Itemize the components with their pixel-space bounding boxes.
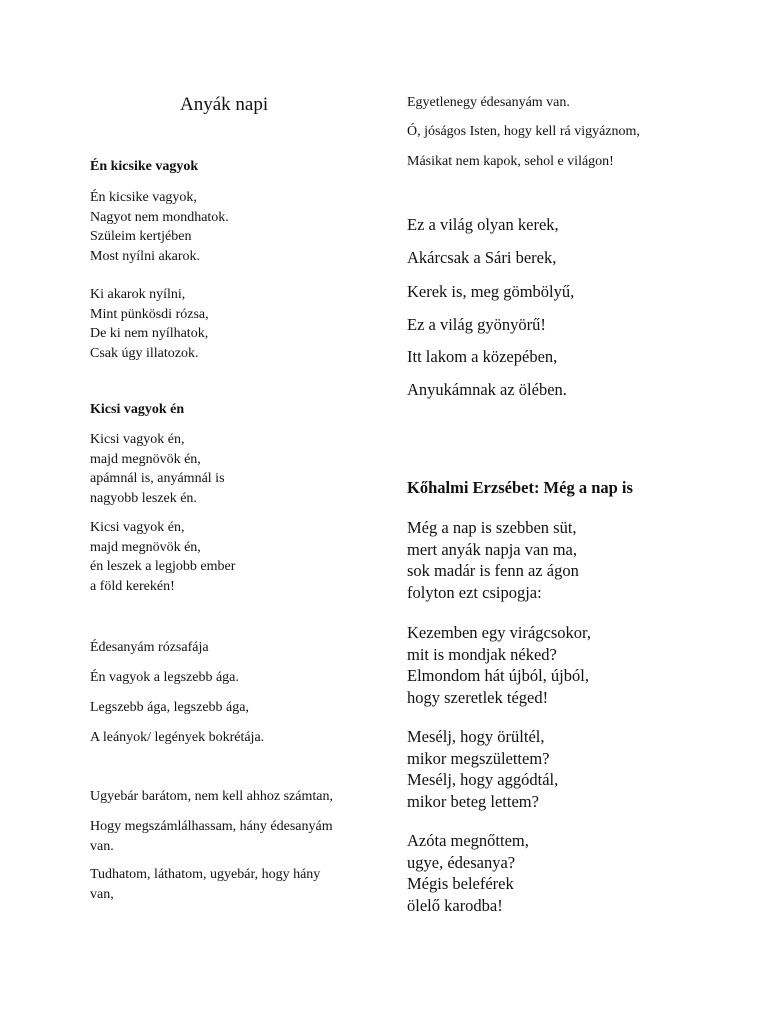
poem-line: Szüleim kertjében [90,229,192,244]
stanza [407,622,591,708]
poem-line: Elmondom hát újból, újból, [407,666,589,685]
poem-line: Akárcsak a Sári berek, [407,248,557,267]
stanza [90,285,209,363]
page-title: Anyák napi [180,94,269,115]
poem-line: mikor megszülettem? [407,748,550,768]
stanza [90,188,229,266]
poem-line: De ki nem nyílhatok, [90,326,209,341]
poem-line-part: van, [90,886,114,902]
poem-line: Mégis beleférek [407,874,514,893]
poem-line: apámnál is, anyámnál is [90,471,225,486]
poem-line: Mesélj, hogy aggódtál, [407,770,559,789]
poem-line: Másikat nem kapok, sehol e világon! [407,154,614,169]
poem-line: mert anyák napja van ma, [407,539,577,559]
poem-line: mit is mondjak néked? [407,644,557,664]
stanza [90,518,235,596]
poem-line: Édesanyám rózsafája [90,640,209,655]
poem-line-part: Tudhatom, láthatom, ugyebár, hogy hány [90,867,321,882]
poem-line: hogy szeretlek téged! [407,687,549,707]
poem-line: Csak úgy illatozok. [90,345,199,361]
poem-heading: Kőhalmi Erzsébet: Még a nap is [407,478,633,497]
poem-line [90,865,320,904]
poem-line: Ugyebár barátom, nem kell ahhoz számtan, [90,789,333,804]
poem-line: a föld kerekén! [90,578,175,594]
poem-heading: Kicsi vagyok én [90,402,185,417]
poem-line: Azóta megnőttem, [407,831,529,850]
poem-line: nagyobb leszek én. [90,490,197,506]
poem-line [90,817,333,856]
poem-line: Nagyot nem mondhatok. [90,209,229,225]
poem-line: Én kicsike vagyok, [90,190,197,205]
stanza [90,430,225,508]
poem-line: Kicsi vagyok én, [90,432,185,447]
poem-line: Ki akarok nyílni, [90,287,186,302]
poem-line: Ez a világ olyan kerek, [407,215,559,234]
poem-line: A leányok/ legények bokrétája. [90,730,265,745]
poem-line: ölelő karodba! [407,895,503,915]
stanza [407,830,529,916]
poem-line: majd megnövök én, [90,451,201,467]
poem-line-part: Hogy megszámlálhassam, hány édesanyám [90,819,333,834]
poem-line: Én vagyok a legszebb ága. [90,670,239,685]
poem-line: ugye, édesanya? [407,852,516,872]
poem-line: Most nyílni akarok. [90,248,201,264]
poem-line: folyton ezt csipogja: [407,582,542,602]
poem-line: én leszek a legjobb ember [90,559,236,574]
poem-line: Kicsi vagyok én, [90,520,185,535]
poem-line: Egyetlenegy édesanyám van. [407,95,570,110]
poem-line: Legszebb ága, legszebb ága, [90,700,249,715]
poem-heading: Én kicsike vagyok [90,159,199,174]
poem-line: Kerek is, meg gömbölyű, [407,282,575,301]
poem-line: Mesélj, hogy örültél, [407,727,545,746]
poem-line: Ez a világ gyönyörű! [407,315,546,334]
poem-line: majd megnövök én, [90,539,201,555]
poem-line: Mint pünkösdi rózsa, [90,306,209,322]
poem-line: Anyukámnak az ölében. [407,380,567,399]
poem-line: sok madár is fenn az ágon [407,561,579,580]
poem-line: Még a nap is szebben süt, [407,518,577,537]
poem-line: Kezemben egy virágcsokor, [407,623,591,642]
poem-line: mikor beteg lettem? [407,791,539,811]
stanza [407,726,558,812]
poem-line-part: van. [90,838,114,854]
stanza [407,517,579,603]
poem-line: Itt lakom a közepében, [407,347,558,366]
poem-line: Ó, jóságos Isten, hogy kell rá vigyáznom, [407,124,640,139]
